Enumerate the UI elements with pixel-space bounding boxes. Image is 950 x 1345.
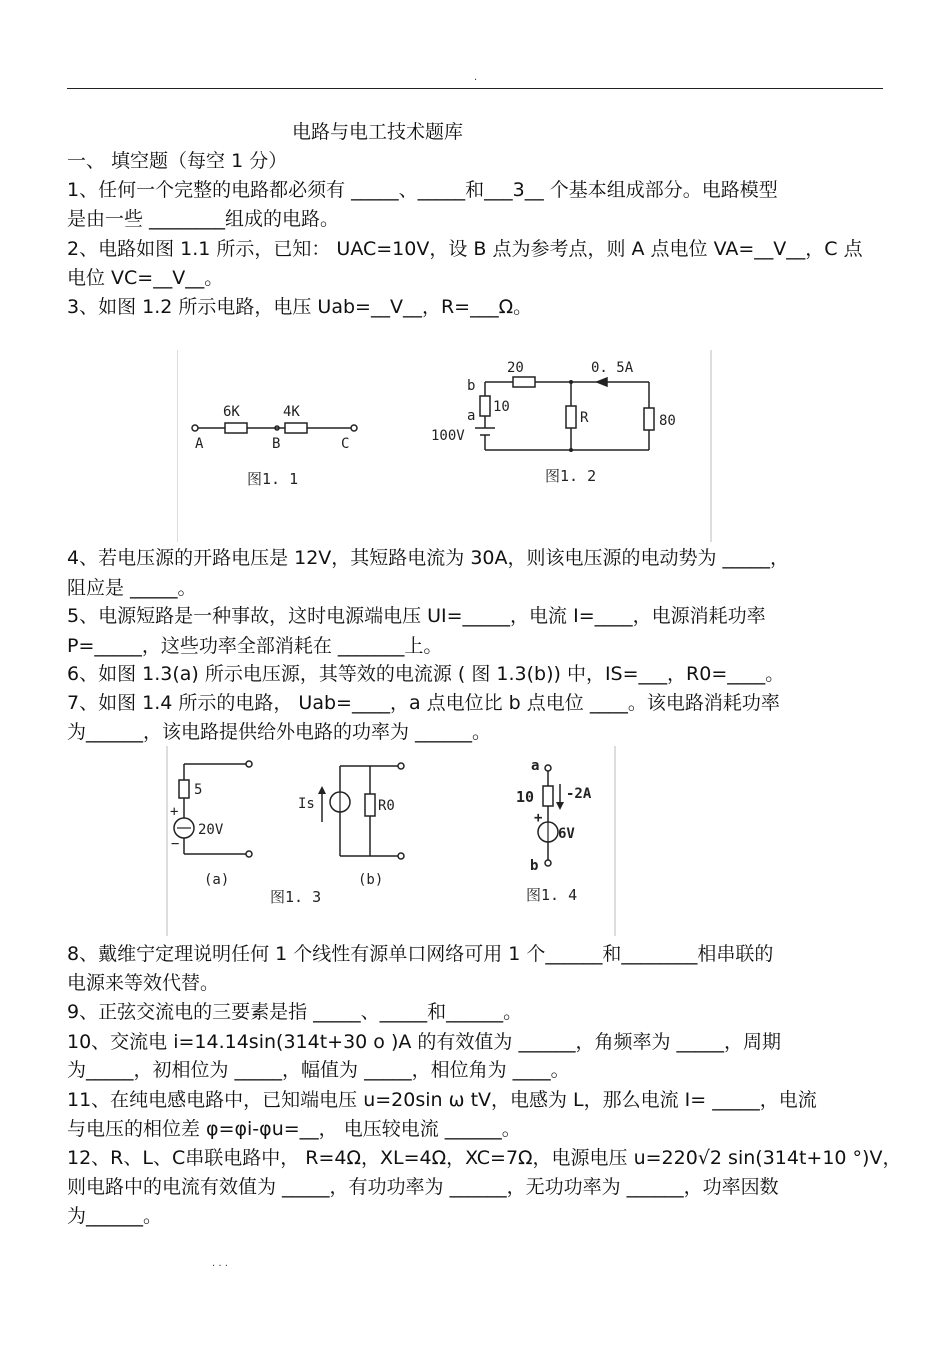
fig11-r1-label: 6K — [223, 404, 240, 420]
figure-1-3-1-4 — [166, 746, 618, 936]
fig11-node-a: A — [195, 436, 204, 452]
question-line: 7、如图 1.4 所示的电路， Uab=____，a 点电位比 b 点电位 ____。该电路消耗功率 — [67, 692, 780, 714]
fig13-sub-a: (a) — [204, 872, 230, 888]
question-line: 电源来等效代替。 — [67, 972, 220, 994]
fig13a-v-label: 20V — [198, 822, 224, 838]
question-line: 阻应是 _____。 — [67, 577, 197, 599]
header-dot: . — [474, 72, 478, 83]
fig12-r-left-label: 10 — [493, 399, 510, 415]
question-line: 10、交流电 i=14.14sin(314t+30 o )A 的有效值为 ______，角频率为 _____，周期 — [67, 1031, 781, 1053]
fig13-caption: 图1. 3 — [270, 888, 322, 906]
question-line: 为______，该电路提供给外电路的功率为 ______。 — [67, 721, 492, 743]
fig14-node-b: b — [530, 858, 539, 874]
question-line: 8、戴维宁定理说明任何 1 个线性有源单口网络可用 1 个______和________相串联的 — [67, 943, 774, 965]
fig13a-minus: − — [171, 836, 180, 852]
fig12-node-a: a — [467, 408, 476, 424]
fig14-v-label: 6V — [558, 826, 575, 842]
figure-1-1-1-2 — [177, 350, 713, 542]
fig13-sub-b: (b) — [358, 872, 384, 888]
question-line: 4、若电压源的开路电压是 12V，其短路电流为 30A，则该电压源的电动势为 _____， — [67, 547, 790, 569]
fig12-caption: 图1. 2 — [545, 467, 597, 485]
header-rule — [67, 88, 883, 89]
question-line: 是由一些 ________组成的电路。 — [67, 208, 340, 230]
question-line: 5、电源短路是一种事故，这时电源端电压 UI=_____，电流 I=____，电源消耗功率 — [67, 605, 766, 627]
fig12-source-label: 100V — [431, 428, 465, 444]
fig11-node-b: B — [272, 436, 281, 452]
fig13b-r0-label: R0 — [378, 798, 395, 814]
question-line: 与电压的相位差 φ=φi-φu=__， 电压较电流 ______。 — [67, 1118, 521, 1140]
fig14-r-label: 10 — [516, 788, 535, 806]
page-title: 电路与电工技术题库 — [292, 121, 464, 143]
question-line: 6、如图 1.3(a) 所示电压源，其等效的电流源 ( 图 1.3(b)) 中，IS=___，R0=____。 — [67, 663, 785, 685]
footer-dots: . . . — [212, 1258, 228, 1269]
question-line: 2、电路如图 1.1 所示，已知： UAC=10V，设 B 点为参考点，则 A 点电位 VA=__V__，C 点 — [67, 238, 863, 260]
question-line: 则电路中的电流有效值为 _____，有功功率为 ______，无功功率为 ______，功率因数 — [67, 1176, 779, 1198]
question-line: 电位 VC=__V__。 — [67, 267, 224, 289]
fig14-node-a: a — [531, 758, 540, 774]
fig12-r-top-label: 20 — [507, 360, 524, 376]
section-heading: 一、 填空题（每空 1 分） — [67, 150, 288, 172]
fig12-node-b: b — [467, 378, 476, 394]
fig13a-plus: + — [170, 804, 179, 820]
fig14-i-label: -2A — [566, 786, 592, 802]
fig14-caption: 图1. 4 — [526, 886, 578, 904]
fig12-r-mid-label: R — [580, 410, 589, 426]
fig11-r2-label: 4K — [283, 404, 300, 420]
fig13a-r-label: 5 — [194, 782, 203, 798]
question-line: 为______。 — [67, 1205, 163, 1227]
question-line: 11、在纯电感电路中，已知端电压 u=20sin ω tV，电感为 L，那么电流 I= _____，电流 — [67, 1089, 817, 1111]
question-line: 1、任何一个完整的电路都必须有 _____、_____和___3__ 个基本组成部分。电路模型 — [67, 179, 778, 201]
fig14-plus: + — [534, 810, 543, 826]
question-line: 12、R、L、C串联电路中， R=4Ω，XL=4Ω，XC=7Ω，电源电压 u=220√2 sin(314t+10 °)V， — [67, 1147, 902, 1169]
question-line: P=_____，这些功率全部消耗在 _______上。 — [67, 635, 443, 657]
fig11-caption: 图1. 1 — [247, 470, 299, 488]
fig13b-is-label: Is — [298, 796, 315, 812]
fig12-r-right-label: 80 — [659, 413, 676, 429]
fig12-current-label: 0. 5A — [591, 360, 634, 376]
question-line: 3、如图 1.2 所示电路，电压 Uab=__V__，R=___Ω。 — [67, 296, 533, 318]
question-line: 为_____，初相位为 _____，幅值为 _____，相位角为 ____。 — [67, 1059, 570, 1081]
question-line: 9、正弦交流电的三要素是指 _____、_____和______。 — [67, 1001, 523, 1023]
fig11-node-c: C — [341, 436, 350, 452]
